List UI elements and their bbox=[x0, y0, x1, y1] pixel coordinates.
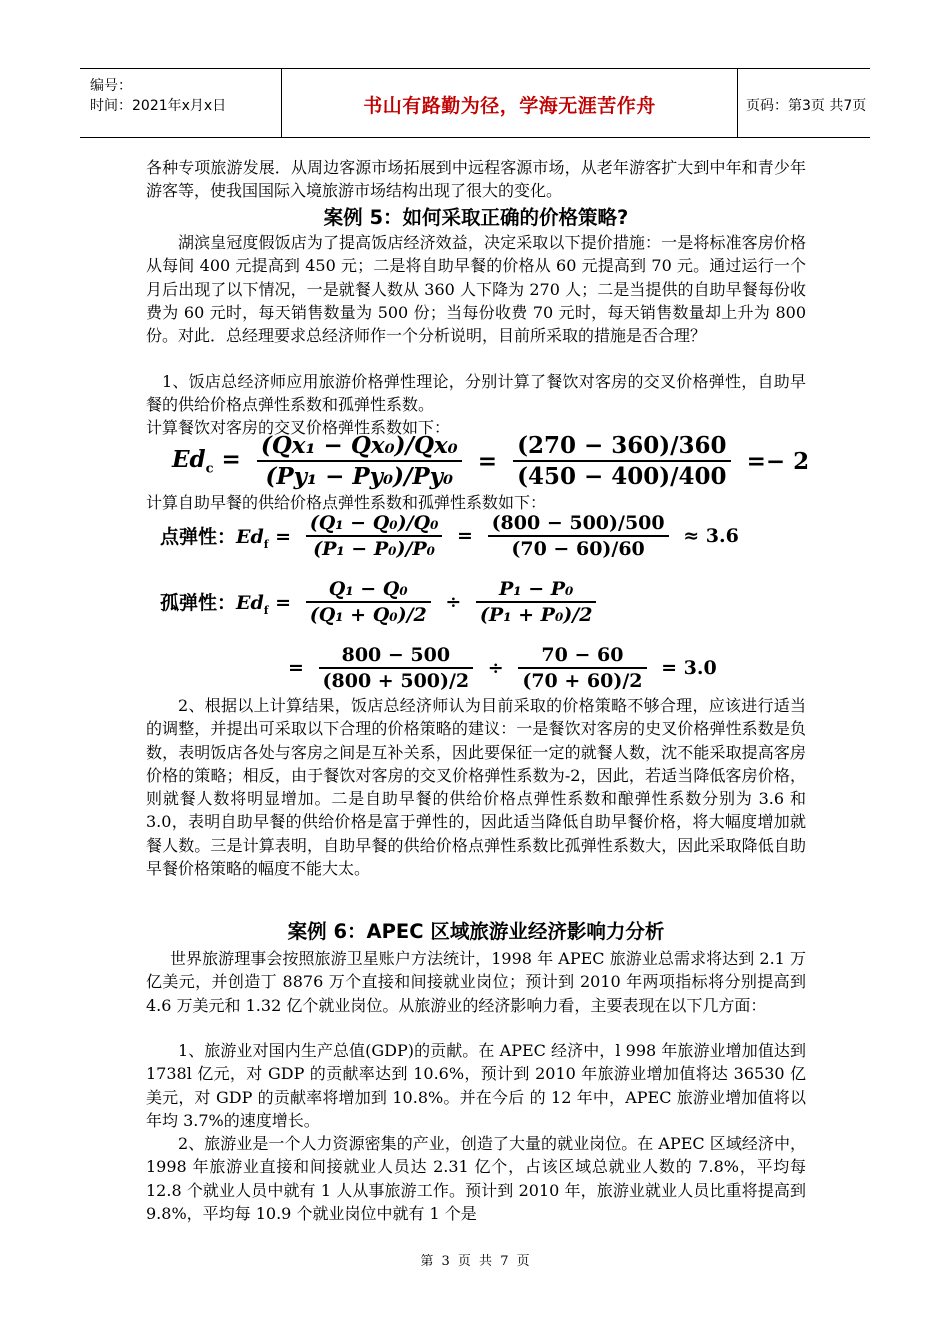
intro-paragraph: 各种专项旅游发展．从周边客源市场拓展到中远程客源市场，从老年游客扩大到中年和青少年游客等，使我国国际入境旅游市场结构出现了很大的变化。 bbox=[146, 158, 806, 201]
formula-result: ≈ 3.6 bbox=[683, 525, 739, 547]
formula-fraction: $\frac{\text{(Qx₁ − Qx₀)/Qx₀}}{\text{(Py₁ − Py₀)/Py₀}}$ bbox=[257, 432, 462, 490]
header-motto-cell bbox=[282, 69, 738, 137]
case5-paragraph-5: 2、根据以上计算结果，饭店总经济师认为目前采取的价格策略不够合理，应该进行适当的调整，并提出可采取以下合理的价格策略的建议：一是餐饮对客房的史叉价格弹性系数是负数，表明饭店各处与客房之间是互补关系，因此要保征一定的就餐人数，沈不能采取提高客房价格的策略；相反，由于餐饮对客房的交叉价格弹性系数为-2，因此，若适当降低客房价格，则就餐人数将明显增加。二是自助早餐的供给价格点弹性系数和酿弹性系数分别为 3.6 和 3.0，表明自助早餐的供给价格是富于弹性的，因此适当降低自助早餐价格，将大幅度增加就餐人数。三是计算表明，自助早餐的供给价格点弹性系数比孤弹性系数大，因此采取降低自助早餐价格策略的幅度不能大太。 bbox=[146, 696, 806, 879]
formula-fraction: $\frac{\text{P₁ − P₀}}{\text{(P₁ + P₀)/2}}$ bbox=[476, 578, 597, 626]
page-header bbox=[80, 68, 870, 138]
formula-result: =− 2 bbox=[746, 447, 810, 475]
formula-lhs: 孤弹性：$Ed_f$ = bbox=[160, 591, 292, 617]
formula-fraction: $\frac{(800 - 500)/500}{(70 - 60)/60}$ bbox=[488, 512, 669, 560]
case5-paragraph-3: 计算餐饮对客房的交叉价格弹性系数如下： bbox=[146, 418, 451, 437]
formula-fraction: $\frac{800 - 500}{(800 + 500)/2}$ bbox=[319, 644, 474, 692]
formula-cross-elasticity: $Ed_c$ = $\frac{\text{(Qx₁ − Qx₀)/Qx₀}}{\text{(Py₁ − Py₀)/Py₀}}$ = $\frac{(270 - 360)/360}{(450 - 400)/400}$ =− 2 bbox=[172, 432, 817, 490]
formula-fraction: $\frac{(270 - 360)/360}{(450 - 400)/400}$ bbox=[513, 432, 730, 490]
header-info-cell bbox=[80, 69, 282, 137]
formula-lhs: $Ed_c$ = bbox=[172, 445, 241, 477]
case6-paragraph-2: 1、旅游业对国内生产总值(GDP)的贡献。在 APEC 经济中，l 998 年旅游业增加值达到 1738l 亿元，对 GDP 的贡献率达到 10.6%，预计到 2010 年旅游业增加值将达 36530 亿美元，对 GDP 的贡献率将增加到 10.8%。并在今后 的 12 年中，APEC 旅游业增加值将以年均 3.7%的速度增长。 bbox=[146, 1041, 806, 1130]
serial-number-label: 编号： bbox=[90, 78, 132, 94]
case5-paragraph-1: 湖滨皇冠度假饭店为了提高饭店经济效益，决定采取以下提价措施：一是将标准客房价格从每间 400 元提高到 450 元；二是将自助早餐的价格从 60 元提高到 70 元。通过运行一个月后出现了以下情况，一是就餐人数从 360 人下降为 270 人；二是当提供的自助早餐每份收费为 60 元时，每天销售数量为 500 份；当每份收费 70 元时，每天销售数量却上升为 800 份。对此．总经理要求总经济师作一个分析说明，目前所采取的措施是否合理？ bbox=[146, 233, 806, 346]
formula-result: = 3.0 bbox=[661, 657, 717, 679]
formula-arc-elasticity-values: = $\frac{800 - 500}{(800 + 500)/2}$ ÷ $\frac{70 - 60}{(70 + 60)/2}$ = 3.0 bbox=[288, 644, 725, 692]
page-footer: 第 3 页 共 7 页 bbox=[420, 1254, 530, 1269]
case5-title: 案例 5：如何采取正确的价格策略? bbox=[323, 206, 629, 229]
header-page-number: 页码：第3页 共7页 bbox=[746, 98, 867, 114]
formula-fraction: $\frac{\text{Q₁ − Q₀}}{\text{(Q₁ + Q₀)/2}}$ bbox=[306, 578, 431, 626]
case6-paragraph-3: 2、旅游业是一个人力资源密集的产业，创造了大量的就业岗位。在 APEC 区域经济中，1998 年旅游业直接和间接就业人员达 2.31 亿个，占该区域总就业人数的 7.8%，平均每 12.8 个就业人员中就有 1 人从事旅游工作。预计到 2010 年，旅游业就业人员比重将提高到 9.8%，平均每 10.9 个就业岗位中就有 1 个是 bbox=[146, 1134, 806, 1223]
formula-point-elasticity: 点弹性：$Ed_f$ = $\frac{\text{(Q₁ − Q₀)/Q₀}}{\text{(P₁ − P₀)/P₀}}$ = $\frac{(800 - 500)/500}{(70 - 60)/60}$ ≈ 3.6 bbox=[160, 512, 747, 560]
time-label: 时间：2021年x月x日 bbox=[90, 98, 227, 114]
header-page-cell bbox=[738, 69, 870, 137]
formula-lhs: 点弹性：$Ed_f$ = bbox=[160, 525, 292, 551]
case5-paragraph-4: 计算自助早餐的供给价格点弹性系数和孤弹性系数如下： bbox=[146, 493, 547, 512]
case6-paragraph-1: 世界旅游理事会按照旅游卫星账户方法统计，1998 年 APEC 旅游业总需求将达到 2.1 万亿美元，并创造丁 8876 万个直接和间接就业岗位；预计到 2010 年两项指标将分别提高到 4.6 万美元和 1.32 亿个就业岗位。从旅游业的经济影响力看，主要表现在以下几方面： bbox=[146, 949, 806, 1015]
case5-paragraph-2: 1、饭店总经济师应用旅游价格弹性理论，分别计算了餐饮对客房的交叉价格弹性，自助早餐的供给价格点弹性系数和孤弹性系数。 bbox=[146, 372, 806, 415]
header-motto: 书山有路勤为径，学海无涯苦作舟 bbox=[363, 95, 656, 117]
formula-fraction: $\frac{70 - 60}{(70 + 60)/2}$ bbox=[518, 644, 646, 692]
case6-title: 案例 6：APEC 区域旅游业经济影响力分析 bbox=[287, 920, 665, 943]
formula-fraction: $\frac{\text{(Q₁ − Q₀)/Q₀}}{\text{(P₁ − P₀)/P₀}}$ bbox=[306, 512, 443, 560]
formula-arc-elasticity: 孤弹性：$Ed_f$ = $\frac{\text{Q₁ − Q₀}}{\text{(Q₁ + Q₀)/2}}$ ÷ $\frac{\text{P₁ − P₀}}{\text{(P₁ + P₀)/2}}$ bbox=[160, 578, 596, 626]
